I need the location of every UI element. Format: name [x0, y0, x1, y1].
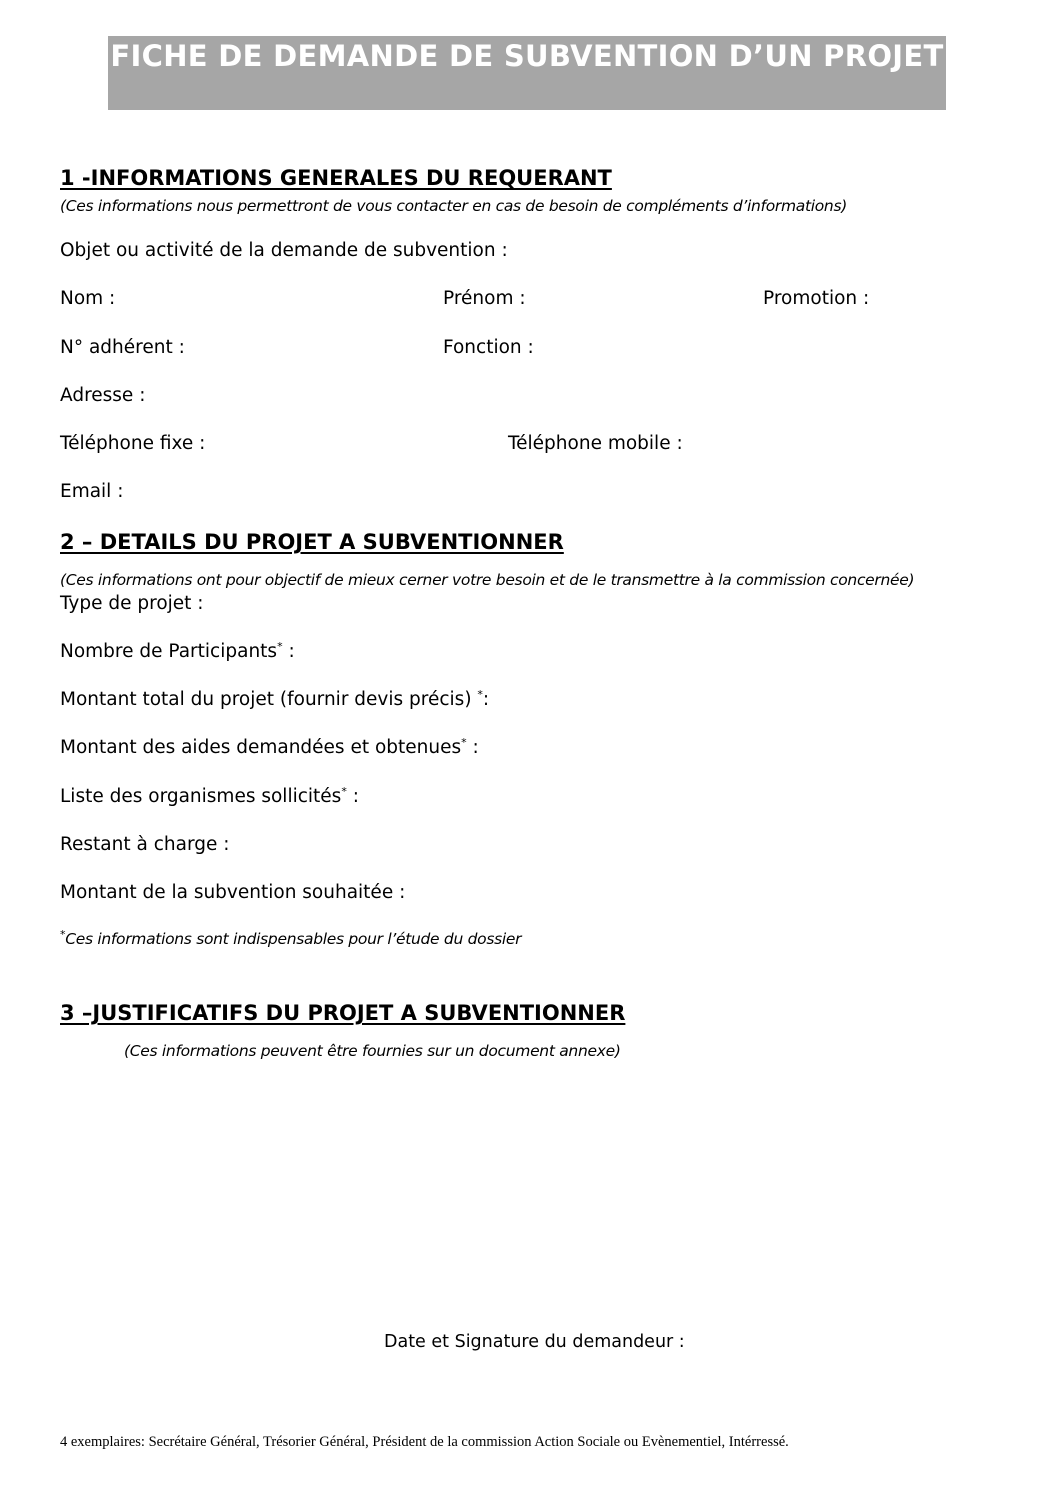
footnote — [60, 927, 522, 948]
field-objet: Objet ou activité de la demande de subvention : — [60, 240, 508, 261]
field-organismes-label: Liste des organismes sollicités — [60, 786, 342, 807]
field-fonction: Fonction : — [443, 337, 534, 358]
field-adresse: Adresse : — [60, 385, 146, 406]
section2-note: (Ces informations ont pour objectif de mieux cerner votre besoin et de le transmettre à la commission concernée) — [60, 571, 915, 589]
field-participants-suffix: : — [282, 641, 295, 662]
field-nom: Nom : — [60, 288, 116, 309]
signature-label: Date et Signature du demandeur : — [384, 1332, 685, 1352]
field-montant-total — [60, 689, 489, 710]
footer-copies: 4 exemplaires: Secrétaire Général, Trésorier Général, Président de la commission Action Sociale ou Evènementiel, Intérressé. — [60, 1434, 789, 1450]
section1-heading: 1 -INFORMATIONS GENERALES DU REQUERANT — [60, 166, 612, 190]
asterisk-marker: * — [341, 784, 347, 798]
footnote-text: Ces informations sont indispensables pour l’étude du dossier — [65, 930, 522, 948]
asterisk-marker: * — [461, 735, 467, 749]
field-montant-total-suffix: : — [482, 689, 490, 710]
document-title-text: FICHE DE DEMANDE DE SUBVENTION D’UN PROJET — [110, 39, 944, 73]
document-title — [108, 36, 946, 110]
field-prenom: Prénom : — [443, 288, 526, 309]
field-tel-fixe: Téléphone fixe : — [60, 433, 206, 454]
field-tel-mobile: Téléphone mobile : — [508, 433, 683, 454]
field-email: Email : — [60, 481, 124, 502]
asterisk-marker: * — [60, 927, 66, 941]
field-aides — [60, 737, 479, 758]
field-organismes-suffix: : — [346, 786, 359, 807]
asterisk-marker: * — [477, 687, 483, 701]
field-adherent: N° adhérent : — [60, 337, 185, 358]
field-montant-total-label: Montant total du projet (fournir devis précis) — [60, 689, 478, 710]
field-type-projet: Type de projet : — [60, 593, 204, 614]
field-participants — [60, 641, 295, 662]
field-aides-label: Montant des aides demandées et obtenues — [60, 737, 462, 758]
field-organismes — [60, 786, 359, 807]
asterisk-marker: * — [277, 639, 283, 653]
field-participants-label: Nombre de Participants — [60, 641, 278, 662]
section1-note: (Ces informations nous permettront de vous contacter en cas de besoin de compléments d’informations) — [60, 197, 847, 215]
field-aides-suffix: : — [466, 737, 479, 758]
field-restant: Restant à charge : — [60, 834, 230, 855]
field-promotion: Promotion : — [763, 288, 870, 309]
section3-heading: 3 –JUSTIFICATIFS DU PROJET A SUBVENTIONNER — [60, 1001, 626, 1025]
section3-note: (Ces informations peuvent être fournies sur un document annexe) — [124, 1042, 621, 1060]
field-souhaitee: Montant de la subvention souhaitée : — [60, 882, 406, 903]
section2-heading: 2 – DETAILS DU PROJET A SUBVENTIONNER — [60, 530, 564, 554]
